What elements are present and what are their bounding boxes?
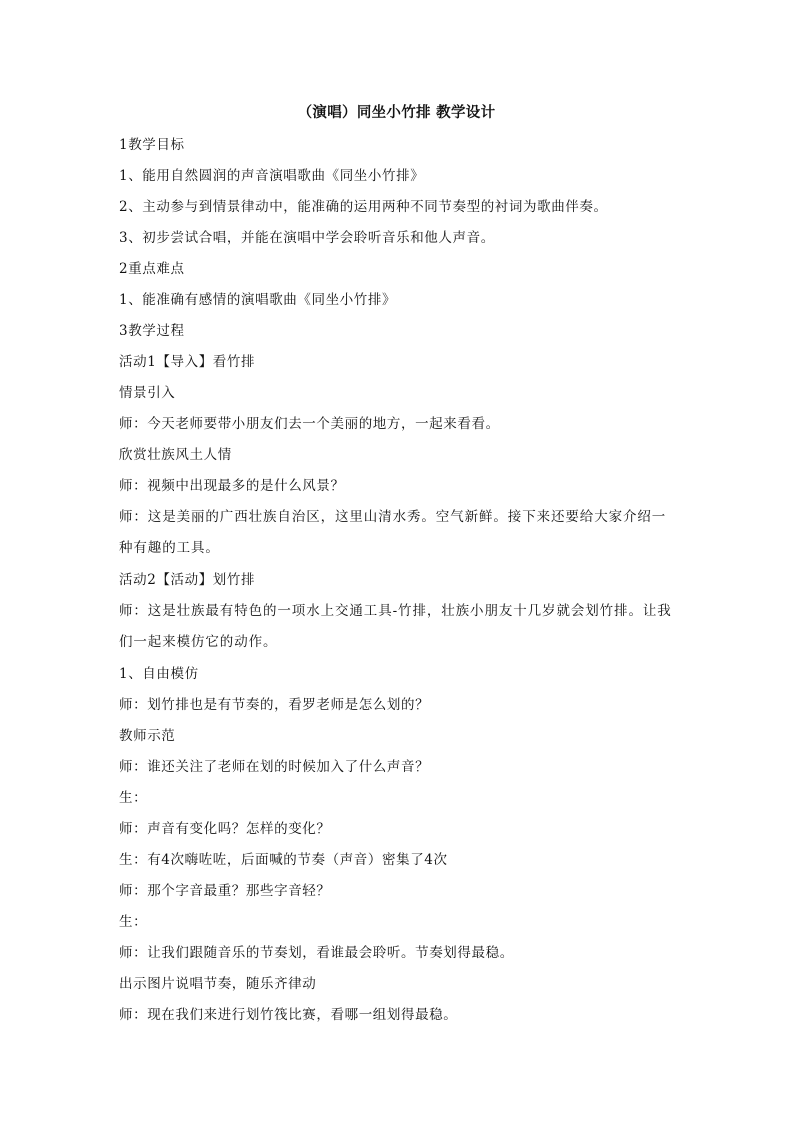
- paragraph: 生：: [119, 914, 148, 930]
- paragraph: 1、能用自然圆润的声音演唱歌曲《同坐小竹排》: [119, 168, 425, 184]
- paragraph: 1、能准确有感情的演唱歌曲《同坐小竹排》: [119, 292, 397, 308]
- paragraph: 活动2【活动】划竹排: [119, 572, 256, 588]
- paragraph: 师：这是美丽的广西壮族自治区，这里山清水秀。空气新鲜。接下来还要给大家介绍一种有趣的工具。: [119, 509, 667, 556]
- paragraph: 2、主动参与到情景律动中，能准确的运用两种不同节奏型的衬词为歌曲伴奏。: [119, 199, 608, 215]
- paragraph: 师：视频中出现最多的是什么风景？: [119, 478, 345, 494]
- paragraph: 情景引入: [119, 385, 176, 401]
- paragraph: 师：那个字音最重？那些字音轻？: [119, 883, 331, 899]
- paragraph: 活动1【导入】看竹排: [119, 354, 256, 370]
- paragraph: 欣赏壮族风土人情: [119, 447, 232, 463]
- paragraph: 生：有4次嗨咗咗，后面喊的节奏（声音）密集了4次: [119, 852, 448, 868]
- paragraph: 1、自由模仿: [119, 666, 199, 682]
- paragraph: 教师示范: [119, 728, 176, 744]
- paragraph: 生：: [119, 790, 148, 806]
- paragraph: 2重点难点: [119, 261, 185, 277]
- paragraph: 1教学目标: [119, 137, 185, 153]
- paragraph: 3教学过程: [119, 323, 185, 339]
- document-body: [119, 135, 679, 1036]
- paragraph: 师：声音有变化吗？怎样的变化？: [119, 821, 331, 837]
- paragraph: 师：这是壮族最有特色的一项水上交通工具-竹排，壮族小朋友十几岁就会划竹排。让我们一起来模仿它的动作。: [119, 603, 672, 650]
- paragraph: 出示图片说唱节奏，随乐齐律动: [119, 976, 317, 992]
- paragraph: 师：划竹排也是有节奏的，看罗老师是怎么划的？: [119, 697, 430, 713]
- paragraph: 师：让我们跟随音乐的节奏划，看谁最会聆听。节奏划得最稳。: [119, 945, 514, 961]
- paragraph: 师：今天老师要带小朋友们去一个美丽的地方，一起来看看。: [119, 416, 500, 432]
- document-title: （演唱）同坐小竹排 教学设计: [297, 104, 496, 121]
- paragraph: 师：现在我们来进行划竹筏比赛，看哪一组划得最稳。: [119, 1007, 458, 1023]
- paragraph: 师：谁还关注了老师在划的时候加入了什么声音？: [119, 759, 430, 775]
- paragraph: 3、初步尝试合唱，并能在演唱中学会聆听音乐和他人声音。: [119, 230, 495, 246]
